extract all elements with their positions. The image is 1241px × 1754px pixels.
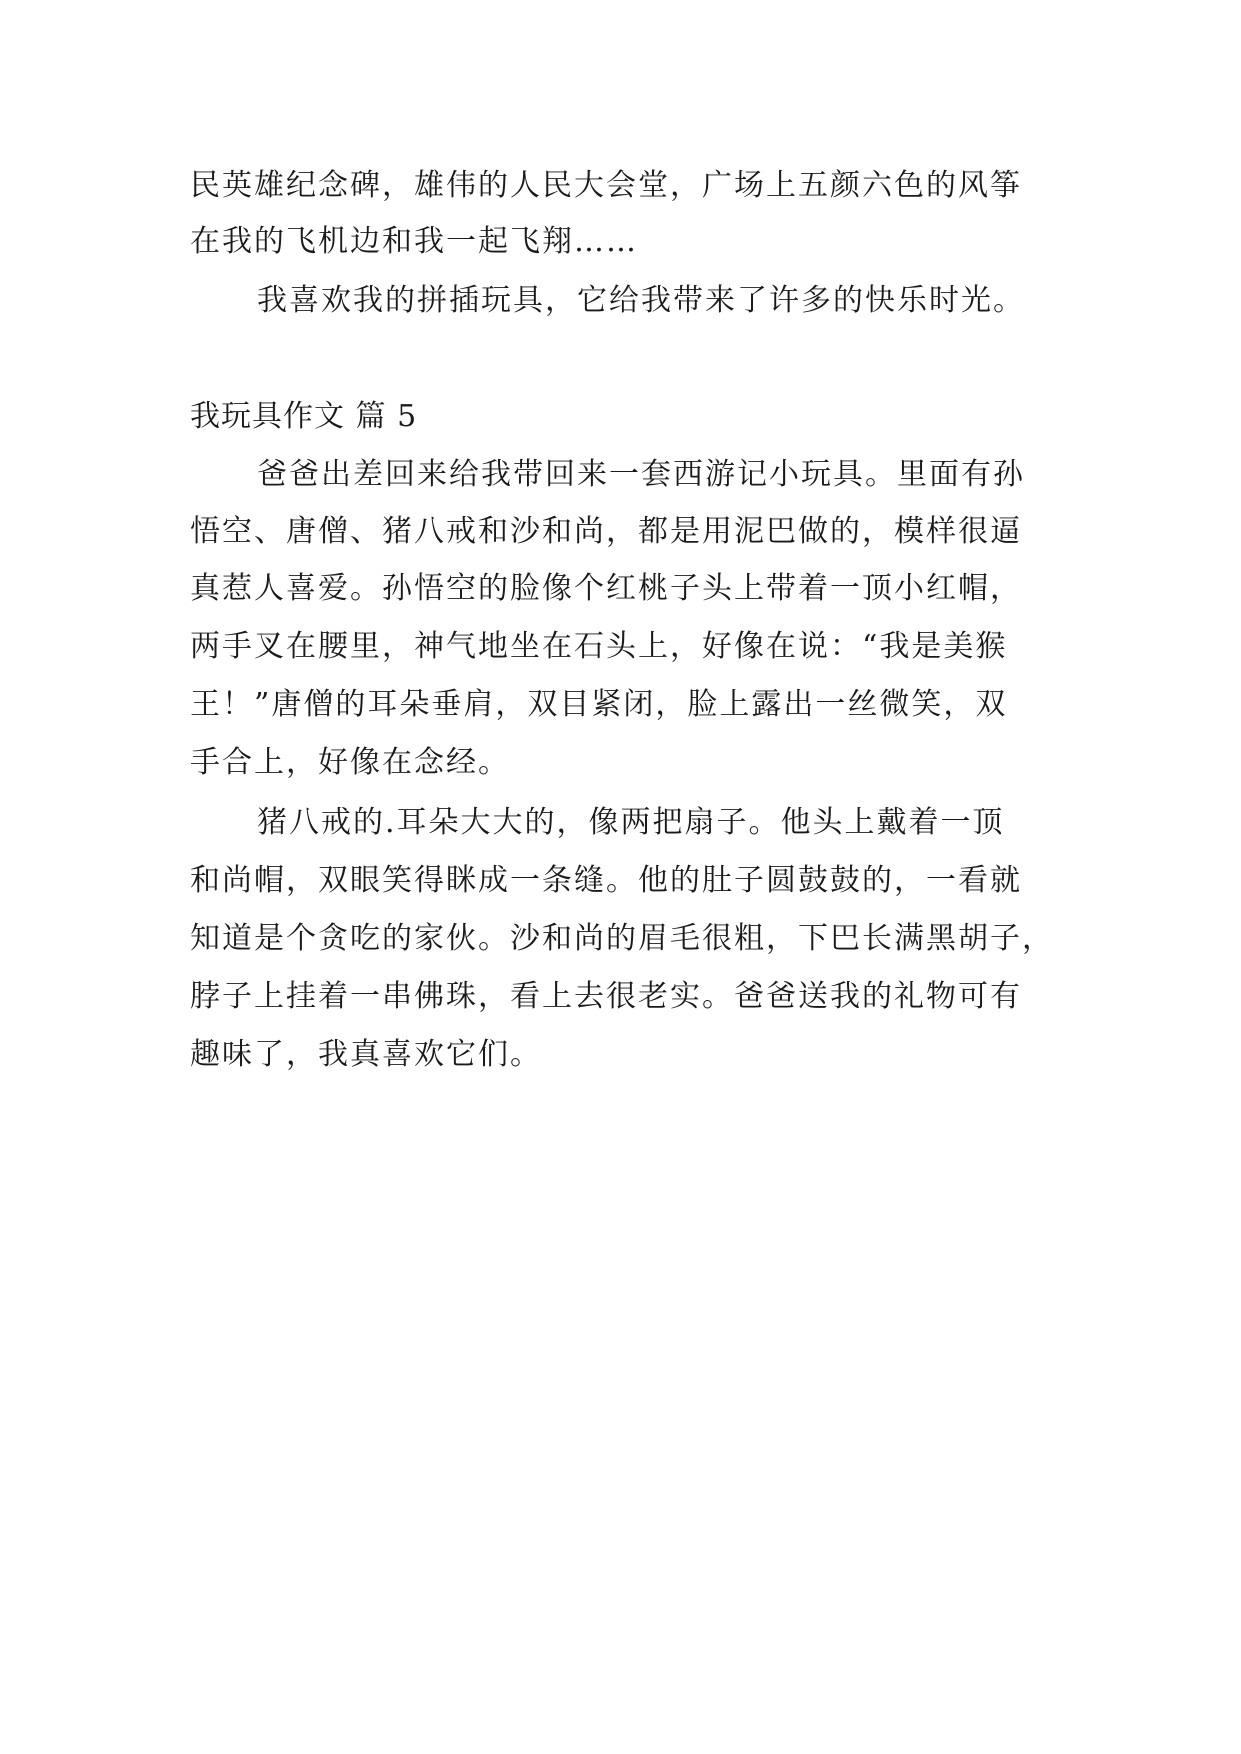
text-line: 知道是个贪吃的家伙。沙和尚的眉毛很粗，下巴长满黑胡子，	[190, 921, 1054, 956]
text-line: 爸爸出差回来给我带回来一套西游记小玩具。里面有孙	[257, 457, 1025, 492]
text-line: 猪八戒的.耳朵大大的，像两把扇子。他头上戴着一顶	[257, 805, 1005, 840]
text-line: 真惹人喜爱。孙悟空的脸像个红桃子头上带着一顶小红帽，	[190, 571, 1022, 606]
text-line: 和尚帽，双眼笑得眯成一条缝。他的肚子圆鼓鼓的，一看就	[190, 863, 1022, 898]
text-line: 王！”唐僧的耳朵垂肩，双目紧闭，脸上露出一丝微笑，双	[190, 687, 1008, 722]
text-line: 在我的飞机边和我一起飞翔……	[190, 224, 638, 259]
section-title: 我玩具作文 篇 5	[190, 399, 418, 434]
text-line: 手合上，好像在念经。	[190, 745, 510, 780]
text-line: 两手叉在腰里，神气地坐在石头上，好像在说：“我是美猴	[190, 629, 1008, 664]
closing-paragraph: 我喜欢我的拼插玩具，它给我带来了许多的快乐时光。	[257, 283, 1025, 318]
text-line: 民英雄纪念碑，雄伟的人民大会堂，广场上五颜六色的风筝	[190, 168, 1022, 203]
text-line: 脖子上挂着一串佛珠，看上去很老实。爸爸送我的礼物可有	[190, 979, 1022, 1014]
text-line: 趣味了，我真喜欢它们。	[190, 1037, 542, 1072]
text-line: 悟空、唐僧、猪八戒和沙和尚，都是用泥巴做的，模样很逼	[190, 514, 1022, 549]
